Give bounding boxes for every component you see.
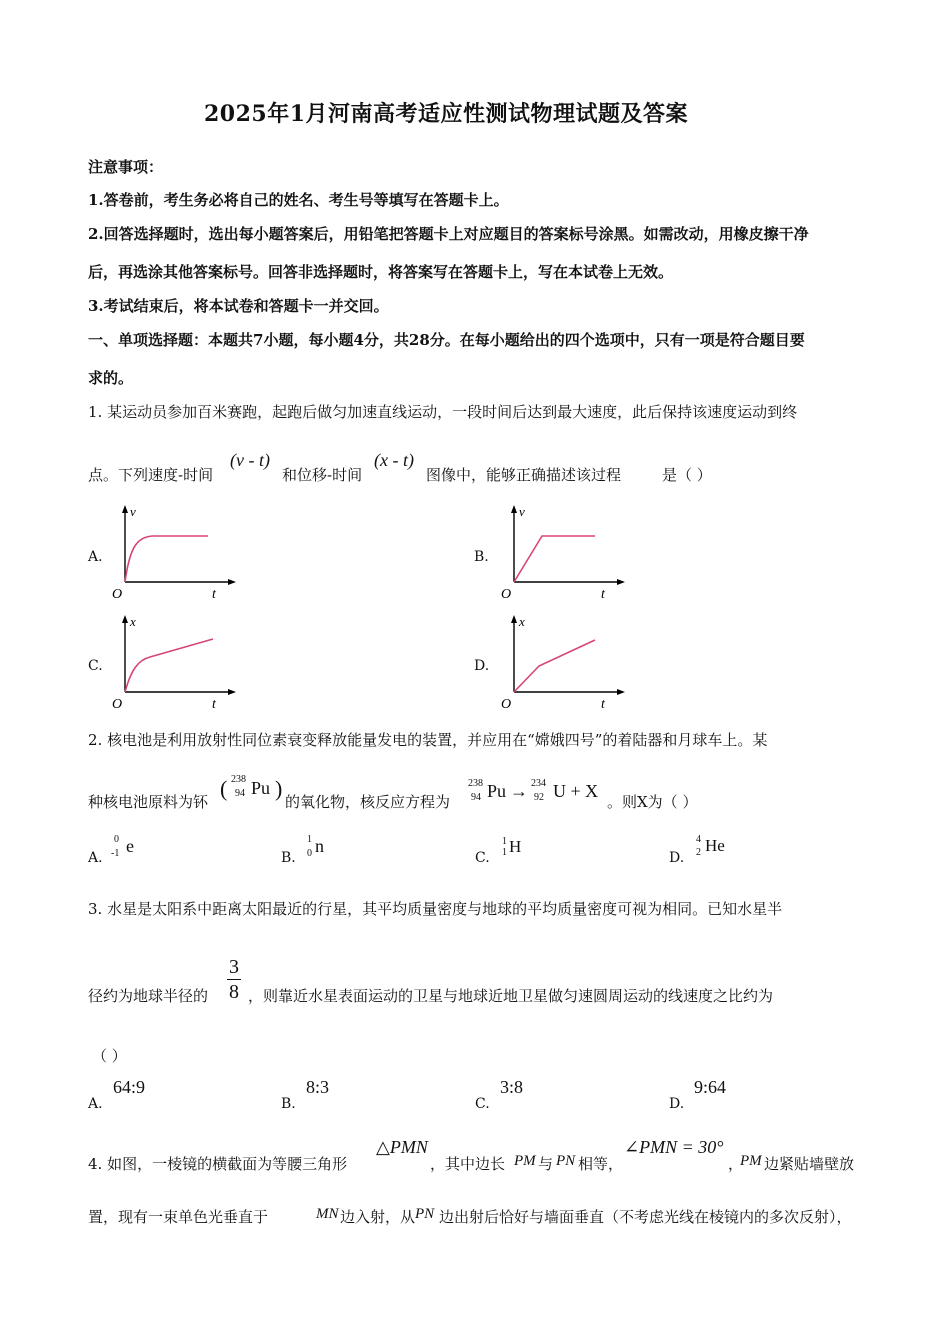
q1-option-d-label: D. [474,658,490,674]
q3-option-a-value: 64:9 [113,1077,146,1097]
q1-vt-formula: (v - t) [230,450,270,470]
q2-eq-u-number: 92 [534,792,544,803]
q3-fraction [227,957,241,1002]
q3-stem-line-2b: ，则靠近水星表面运动的卫星与地球近地卫星做匀速圆周运动的线速度之比约为 [248,987,774,1005]
q4-mn: MN [316,1206,339,1222]
q3-stem-line-1: 3. 水星是太阳系中距离太阳最近的行星，其平均质量密度与地球的平均质量密度可视为相同。已知水星半 [88,900,783,918]
q2-stem-line-2a: 种核电池原料为钚 [88,793,209,811]
q2-stem-line-2b: 的氧化物，核反应方程为 [285,793,451,811]
notice-item-1: 1.答卷前，考生务必将自己的姓名、考生号等填写在答题卡上。 [88,191,509,209]
q1-graph-b [497,500,627,604]
q3-option-b-label: B. [281,1096,296,1112]
q1-graph-a-t-label: t [212,587,216,602]
q1-graph-b-curve [514,536,595,582]
q2-option-c-top: 1 [502,836,507,847]
section-heading-line-1: 一、单项选择题：本题共7小题，每小题4分，共28分。在每小题给出的四个选项中，只有一项是符合题目要 [88,331,805,349]
q4-stem-line-1a: 4. 如图，一棱镜的横截面为等腰三角形 [88,1155,348,1173]
q4-triangle: △PMN [376,1137,428,1157]
q1-stem-line-2c: 图像中，能够正确描述该过程 [426,466,622,484]
q1-option-b-label: B. [474,549,489,565]
q2-stem-line-1: 2. 核电池是利用放射性同位素衰变释放能量发电的装置，并应用在“嫦娥四号”的着陆器和月球车上。某 [88,731,768,749]
q2-option-a [88,834,168,868]
q2-pu-number: 94 [235,788,245,799]
q1-graph-b-t-label: t [601,587,605,602]
q1-graph-c-curve [125,639,213,692]
q2-option-d-label: D. [669,850,685,866]
q4-stem-line-2c: 边出射后恰好与墙面垂直（不考虑光线在棱镜内的多次反射）， [439,1208,852,1226]
q2-eq-arrow: → [510,781,528,801]
q1-graph-a [108,500,238,604]
section-heading-line-2: 求的。 [88,369,134,387]
q1-graph-c-x-label: x [130,614,136,629]
q2-option-a-bottom: -1 [111,848,120,859]
q1-graph-b-v-label: v [519,504,525,519]
q2-eq-pu-number: 94 [471,792,481,803]
q2-option-b [281,834,361,868]
q4-pn-2: PN [415,1206,435,1222]
q2-option-d-top: 4 [696,834,701,845]
q4-stem-line-2a: 置，现有一束单色光垂直于 [88,1208,269,1226]
q1-graph-d [497,610,627,714]
q4-stem-line-1e: ， [728,1155,744,1173]
q3-fraction-denominator: 8 [229,981,239,1003]
q2-eq-u-rest: U + X [553,781,599,801]
q2-option-d-bottom: 2 [696,847,701,858]
q4-angle: ∠PMN = 30° [624,1137,724,1157]
q4-pm-2: PM [740,1153,762,1169]
q1-xt-formula: (x - t) [374,450,414,470]
q2-option-c-symbol: H [509,837,522,856]
q2-option-b-label: B. [281,850,296,866]
q3-option-b-value: 8:3 [306,1077,330,1097]
q1-stem-line-1: 1. 某运动员参加百米赛跑，起跑后做匀加速直线运动，一段时间后达到最大速度，此后保持该速度运动到终 [88,403,798,421]
q2-pu-mass: 238 [231,774,246,785]
notice-item-3: 3.考试结束后，将本试卷和答题卡一并交回。 [88,297,389,315]
q1-graph-d-x-label: x [519,614,525,629]
q2-option-b-symbol: n [315,836,324,856]
q2-stem-line-2c: 。则X为（ ） [607,793,698,811]
q1-graph-d-t-label: t [601,697,605,712]
q2-option-a-top: 0 [114,834,119,845]
q1-graph-a-origin: O [112,587,123,602]
q1-option-c-label: C. [88,658,103,674]
q1-graph-c-origin: O [112,697,123,712]
page-title: 2025年1月河南高考适应性测试物理试题及答案 [204,101,689,127]
notice-item-2-line-2: 后，再选涂其他答案标号。回答非选择题时，将答案写在答题卡上，写在本试卷上无效。 [88,263,674,281]
q1-graph-c-t-label: t [212,697,216,712]
q1-graph-c [108,610,238,714]
notice-heading: 注意事项： [88,158,164,176]
q1-stem-line-2a: 点。下列速度-时间 [88,466,214,484]
q2-pu-symbol: Pu [251,778,271,798]
q2-pu-nuclide: ( 238 94 Pu ) [220,774,283,801]
q4-stem-line-1f: 边紧贴墙壁放 [764,1155,855,1173]
q1-option-a-label: A. [88,549,103,565]
q3-option-c-label: C. [475,1096,490,1112]
q2-option-c-bottom: 1 [502,847,507,858]
q2-option-c-label: C. [475,850,490,866]
q2-option-a-symbol: e [126,836,134,856]
q3-stem-line-2a: 径约为地球半径的 [88,987,209,1005]
q4-pm: PM [514,1153,536,1169]
q2-option-b-bottom: 0 [307,848,312,859]
q3-option-d-label: D. [669,1096,685,1112]
q1-graph-a-v-label: v [130,504,136,519]
q3-fraction-numerator: 3 [229,956,239,978]
q1-graph-a-curve [125,536,208,582]
q2-eq-pu-symbol: Pu [487,781,507,801]
q1-graph-b-origin: O [501,587,512,602]
q2-option-b-top: 1 [307,834,312,845]
q2-reaction-equation [468,776,608,810]
q4-stem-line-2b: 边入射，从 [340,1208,416,1226]
q2-eq-u-mass: 234 [531,778,546,789]
q1-stem-line-2b: 和位移-时间 [282,466,363,484]
q1-stem-line-2d: 是（ ） [662,466,712,484]
q4-stem-line-1c: 与 [538,1155,554,1173]
q2-option-c [475,834,555,868]
q1-graph-d-curve [514,640,595,692]
q2-option-a-label: A. [88,850,103,866]
q4-stem-line-1d: 相等， [578,1155,624,1173]
q2-option-d [669,834,749,868]
q4-stem-line-1b: ，其中边长 [430,1155,506,1173]
q2-eq-pu-mass: 238 [468,778,483,789]
q3-stem-line-3: （ ） [92,1047,127,1065]
q3-option-d-value: 9:64 [694,1077,727,1097]
q3-option-a-label: A. [88,1096,103,1112]
q2-option-d-symbol: He [705,836,725,855]
notice-item-2-line-1: 2.回答选择题时，选出每小题答案后，用铅笔把答题卡上对应题目的答案标号涂黑。如需改动，用橡皮擦干净 [88,225,809,243]
q3-option-c-value: 3:8 [500,1077,524,1097]
q1-graph-d-origin: O [501,697,512,712]
q4-pn: PN [556,1153,576,1169]
